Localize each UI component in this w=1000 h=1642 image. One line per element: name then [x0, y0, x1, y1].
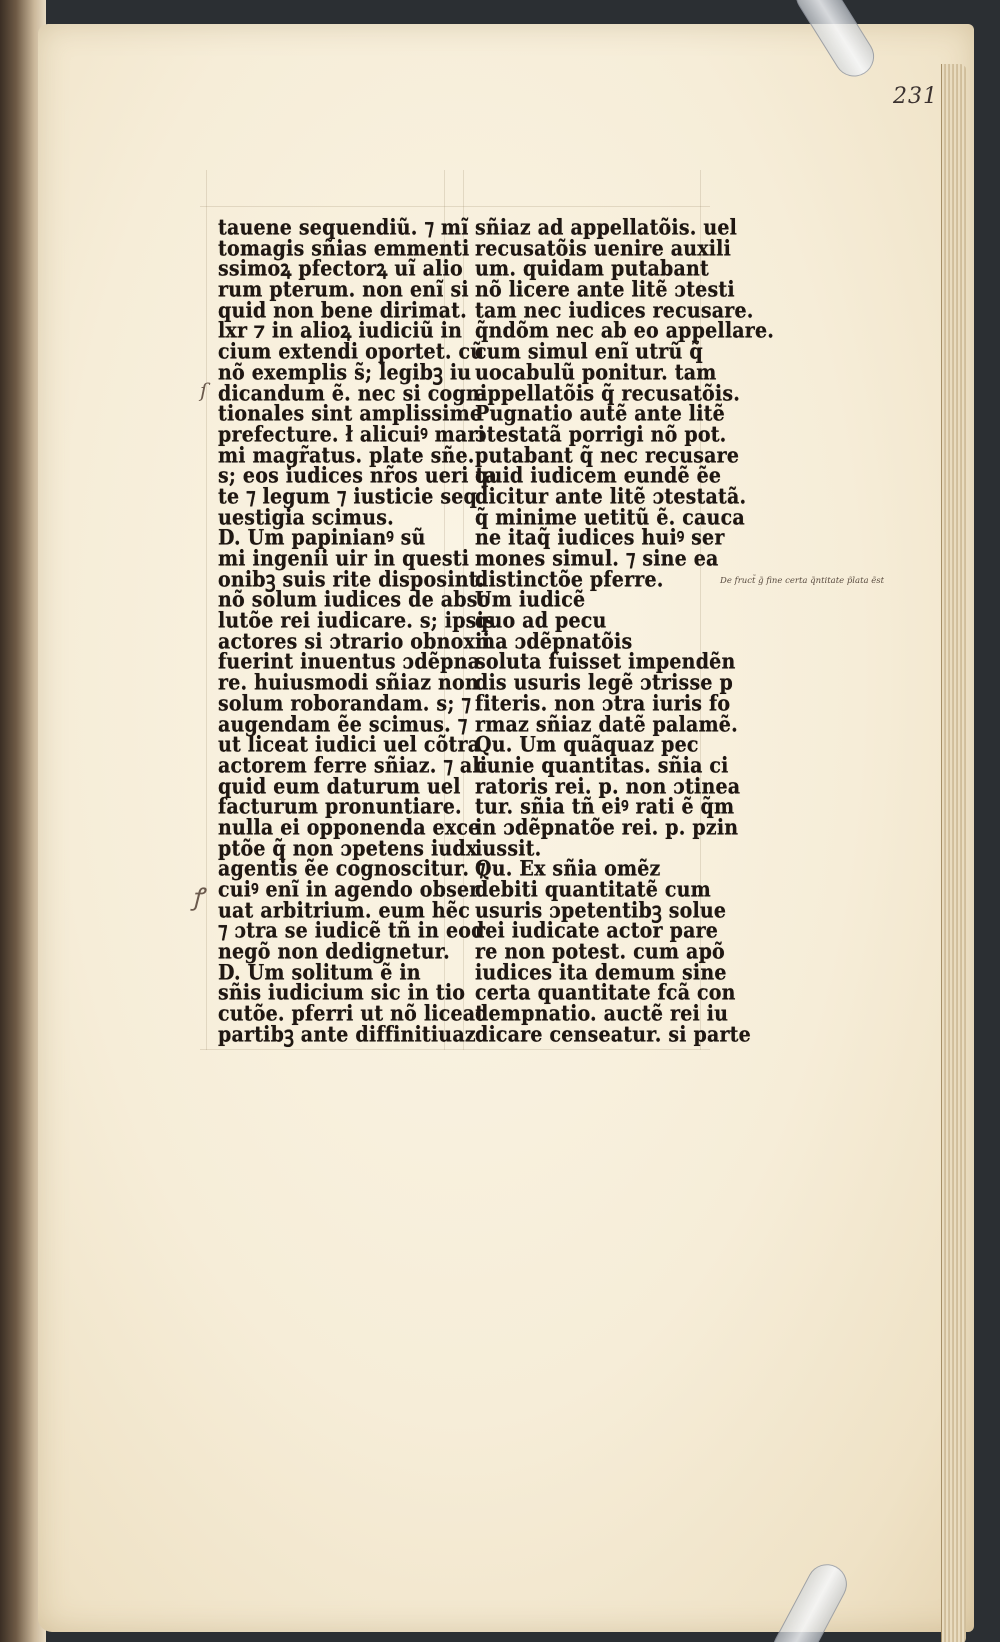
text-line: D. Um papinianꝰ sũ	[218, 525, 426, 551]
text-line: nõ licere ante litẽ ɔtesti	[475, 277, 735, 303]
text-line: sñiaz ad appellatõis. uel	[475, 215, 738, 241]
folio-number: 231	[893, 84, 938, 109]
text-line: mi magr̃atus. plate sñe.	[218, 443, 475, 468]
text-line: Qu. Um quãquaz pec	[475, 732, 699, 758]
text-line: cum simul enĩ utrũ q̃	[475, 339, 703, 365]
text-line: rei iudicate actor pare	[475, 919, 719, 944]
text-line: uestigia scimus.	[218, 505, 394, 530]
text-line: rum pterum. non enĩ si	[218, 277, 469, 303]
text-line: te ⁊ legum ⁊ iusticie seq	[218, 484, 478, 510]
text-line: uocabulũ ponitur. tam	[475, 360, 717, 386]
text-line: distinctõe pferre.	[475, 567, 664, 592]
text-line: tur. sñia tñ eiꝰ rati ẽ q̃m	[475, 794, 735, 820]
text-line: partibꝫ ante diffinitiuaz	[218, 1022, 476, 1048]
text-line: tionales sint amplissime	[218, 401, 483, 427]
text-line: re. huiusmodi sñiaz non	[218, 670, 479, 696]
text-line: nulla ei opponenda exce	[218, 815, 481, 841]
text-line: fuerint inuentus ɔdẽpna	[218, 650, 481, 675]
text-line: negõ non dedignetur.	[218, 939, 450, 965]
text-line: iudices ita demum sine	[475, 960, 727, 986]
text-line: soluta fuisset impendẽn	[475, 650, 736, 675]
text-line: fiteris. non ɔtra iuris fo	[475, 691, 731, 717]
text-line: uat arbitrium. eum hẽc	[218, 898, 470, 923]
text-line: agentis ẽe cognoscitur. ⁊	[218, 856, 486, 882]
text-line: dicitur ante litẽ ɔtestatã.	[475, 484, 747, 510]
text-line: dis usuris legẽ ɔtrisse p	[475, 670, 733, 696]
text-line: Um iudicẽ	[475, 588, 586, 613]
text-line: ma ɔdẽpnatõis	[475, 629, 633, 655]
text-line: cuiꝰ enĩ in agendo obser	[218, 877, 480, 903]
text-line: ssimoꝝ pfectorꝝ uĩ alio	[218, 257, 463, 282]
text-line: quo ad pecu	[475, 608, 607, 634]
text-line: actorem ferre sñiaz. ⁊ ali	[218, 753, 488, 779]
text-line: solum roborandam. s; ⁊	[218, 691, 471, 717]
text-line: actores si ɔtrario obnoxii	[218, 629, 490, 655]
text-line: lxr ⁊ in alioꝝ iudiciũ in	[218, 319, 463, 344]
text-line: usuris ɔpetentibꝫ solue	[475, 898, 727, 923]
text-line: D. Um solitum ẽ in	[218, 960, 421, 986]
text-line: Pugnatio autẽ ante litẽ	[475, 401, 725, 427]
text-line: nõ solum iudices de abso	[218, 588, 491, 613]
text-line: cium extendi oportet. cũ	[218, 339, 485, 365]
text-line: Qu. Ex sñia omẽz	[475, 856, 661, 882]
text-line: re non potest. cum apõ	[475, 939, 725, 965]
text-line: rmaz sñiaz datẽ palamẽ.	[475, 712, 738, 737]
text-line: recusatõis uenire auxili	[475, 236, 732, 261]
text-line: tauene sequendiũ. ⁊ mĩ	[218, 215, 469, 241]
marginal-annotation: De fruct̃ g̃ fine certa q̃ntitate p̃lata ẽst	[720, 576, 885, 586]
text-column-left	[218, 215, 497, 1048]
text-line: prefecture. ł alicuiꝰ mari	[218, 422, 486, 448]
text-line: tam nec iudices recusare.	[475, 298, 754, 324]
text-line: putabant q̃ nec recusare	[475, 443, 740, 468]
text-line: appellatõis q̃ recusatõis.	[475, 381, 741, 406]
text-line: ptõe q̃ non ɔpetens iudx	[218, 836, 478, 861]
text-line: ut liceat iudici uel cõtra	[218, 732, 481, 758]
text-line: quid eum daturum uel	[218, 774, 461, 799]
text-line: sñis iudicium sic in tio	[218, 981, 466, 1006]
margin-mark-paragraph: ꝭ	[192, 883, 204, 911]
text-line: dempnatio. auctẽ rei iu	[475, 1001, 729, 1027]
text-line: debiti quantitatẽ cum	[475, 877, 711, 903]
text-line: in ɔdẽpnatõe rei. p. pzin	[475, 815, 739, 841]
text-line: q̃ minime uetitũ ẽ. cauca	[475, 505, 745, 530]
ruling-line-top	[200, 206, 710, 207]
text-line: tomagis sñias emmenti	[218, 236, 470, 261]
text-line: um. quidam putabant	[475, 257, 709, 282]
ruling-line-left-outer	[206, 170, 207, 1050]
text-line: ne itaq̃ iudices huiꝰ ser	[475, 525, 725, 551]
text-line: augendam ẽe scimus. ⁊	[218, 712, 468, 737]
page-edges	[941, 64, 966, 1642]
text-line: ɔtestatã porrigi nõ pot.	[475, 422, 727, 448]
text-line: mones simul. ⁊ sine ea	[475, 546, 719, 572]
text-line: iussit.	[475, 836, 542, 861]
text-line: mi ingenii uir in questi	[218, 546, 470, 572]
text-line: s; eos iudices nr̃os ueri ta	[218, 463, 497, 489]
text-line: quid non bene dirimat.	[218, 298, 467, 324]
text-line: nõ exemplis s̃; legibꝫ iu	[218, 360, 472, 386]
text-line: cunie quantitas. sñia ci	[475, 753, 729, 779]
text-line: ratoris rei. p. non ɔtinea	[475, 774, 741, 799]
text-line: facturum pronuntiare.	[218, 794, 462, 820]
text-line: cutõe. pferri ut nõ liceat	[218, 1001, 485, 1027]
text-line: dicandum ẽ. nec si cogni	[218, 381, 488, 406]
text-line: ⁊ ɔtra se iudicẽ tñ in eod	[218, 919, 485, 944]
text-line: quid iudicem eundẽ ẽe	[475, 463, 722, 489]
text-line: onibꝫ suis rite disposint.	[218, 567, 485, 592]
margin-mark-bracket: ſ	[200, 378, 208, 402]
text-line: dicare censeatur. si parte	[475, 1022, 751, 1048]
text-column-right	[475, 215, 775, 1048]
text-line: certa quantitate fcã con	[475, 981, 736, 1006]
text-line: q̃ndõm nec ab eo appellare.	[475, 319, 775, 344]
ruling-line-bottom	[200, 1049, 710, 1050]
text-line: lutõe rei iudicare. s; ipsis	[218, 608, 495, 634]
